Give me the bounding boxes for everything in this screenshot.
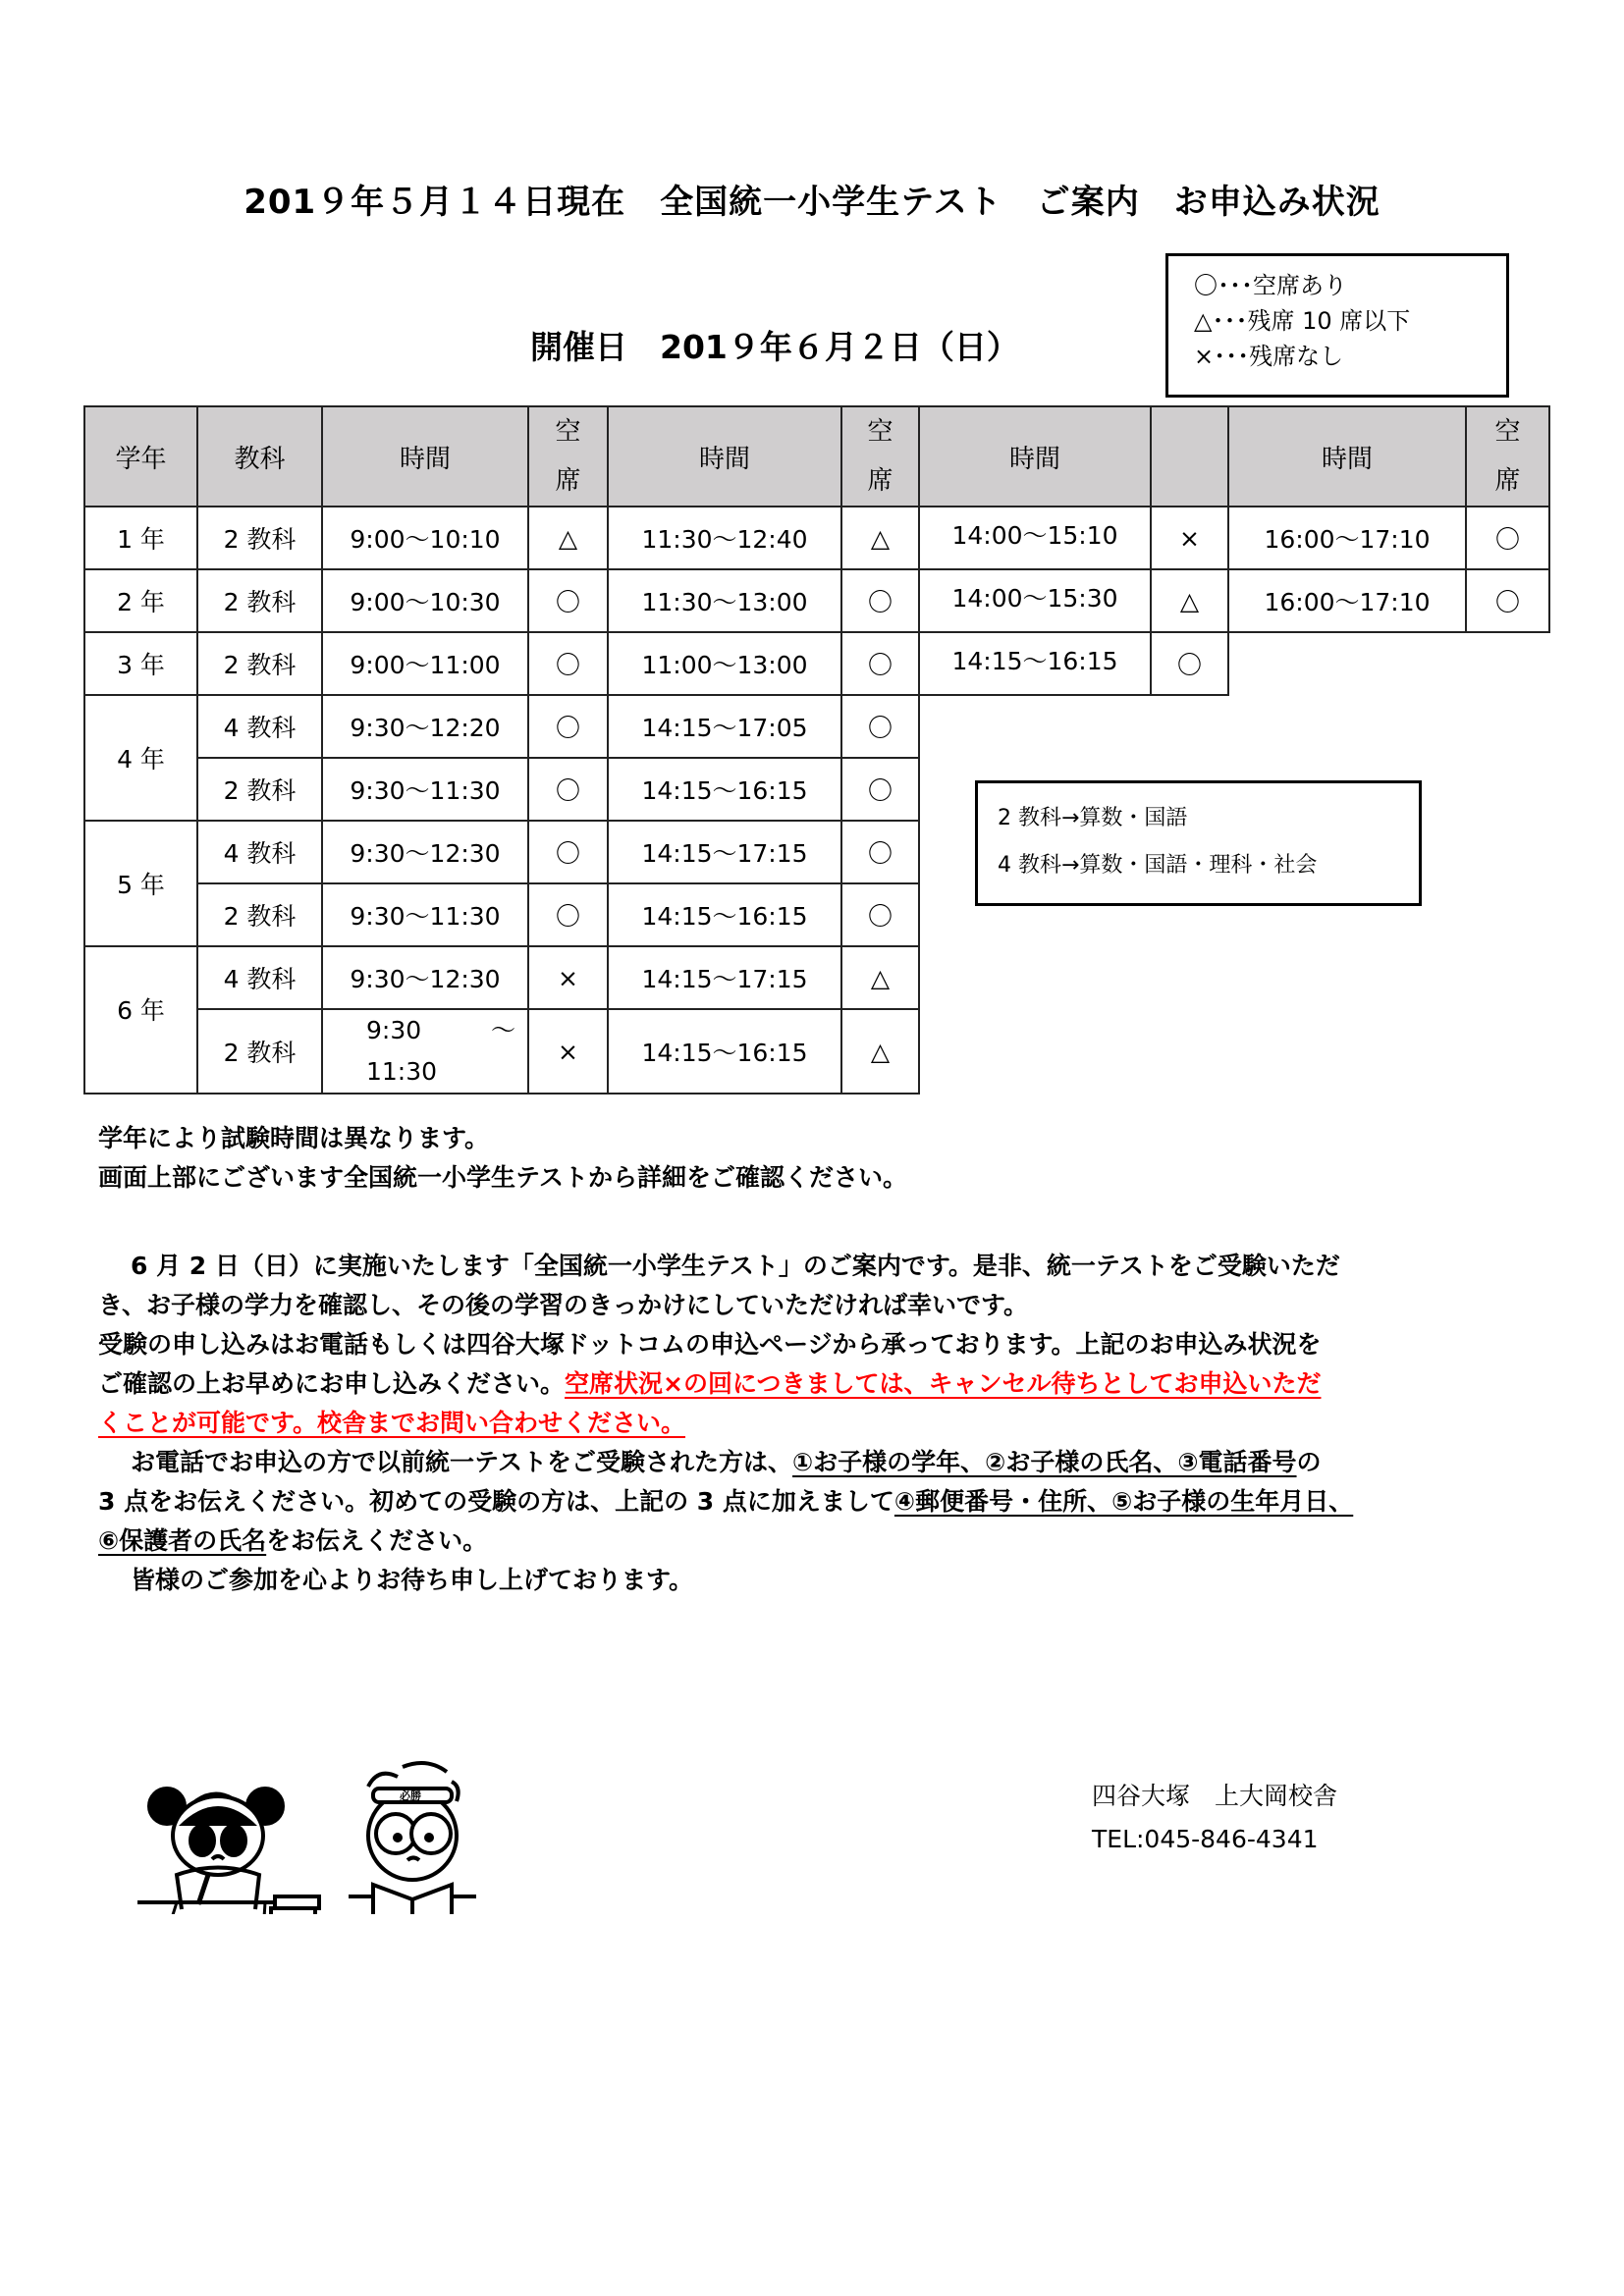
girl-writing-illustration [137, 1789, 319, 1914]
seat-status: △ [841, 946, 919, 1009]
header-seat-1: 空 席 [528, 406, 608, 507]
event-date: 開催日 201９年６月２日（日） [530, 328, 1019, 366]
schedule-table [83, 405, 1550, 1095]
header-time-4: 時間 [1228, 406, 1466, 507]
legend-few-seats: △･･･残席 10 席以下 [1194, 307, 1411, 335]
subject-cell: 2 教科 [197, 1009, 322, 1094]
table-row [84, 1009, 1549, 1094]
children-illustration [137, 1728, 569, 1914]
seat-status: 〇 [528, 758, 608, 821]
time-cell: 11:00～13:00 [608, 632, 841, 695]
paragraph-line: お電話でお申込の方で以前統一テストをご受験された方は、①お子様の学年、②お子様の氏名、③電話番号の [131, 1448, 1322, 1476]
time-cell: 9:30～11:30 [322, 758, 528, 821]
seat-status: 〇 [841, 821, 919, 883]
school-name: 四谷大塚 上大岡校舎 [1092, 1782, 1338, 1810]
paragraph-line: 6 月 2 日（日）に実施いたします「全国統一小学生テスト」のご案内です。是非、統一テストをご受験いただ [131, 1252, 1340, 1280]
time-cell: 14:15～16:15 [608, 1009, 841, 1094]
time-cell: 9:30～12:30 [322, 946, 528, 1009]
subject-cell: 2 教科 [197, 758, 322, 821]
time-cell: 16:00～17:10 [1228, 569, 1466, 632]
seat-status: △ [528, 507, 608, 569]
header-grade: 学年 [84, 406, 197, 507]
subject-cell: 4 教科 [197, 695, 322, 758]
time-cell: 11:30～13:00 [608, 569, 841, 632]
grade-cell: 3 年 [84, 632, 197, 695]
seat-status: 〇 [841, 632, 919, 695]
body-text [98, 1247, 1551, 1600]
subject-cell: 2 教科 [197, 883, 322, 946]
seat-status: 〇 [841, 569, 919, 632]
legend-full: ×･･･残席なし [1194, 343, 1344, 370]
time-cell: 14:00～15:30 [919, 569, 1151, 632]
waitlist-notice: くことが可能です。校舎までお問い合わせください。 [98, 1409, 686, 1437]
subject-note-box [975, 780, 1422, 906]
required-info: ⑥保護者の氏名 [98, 1526, 267, 1555]
subject-cell: 2 教科 [197, 632, 322, 695]
legend-box [1165, 253, 1509, 398]
seat-status: 〇 [528, 695, 608, 758]
seat-status: 〇 [528, 632, 608, 695]
grade-cell: 4 年 [84, 695, 197, 821]
seat-status: 〇 [841, 883, 919, 946]
paragraph-line: ご確認の上お早めにお申し込みください。空席状況×の回につきましては、キャンセル待ちとしてお申込いただ [98, 1369, 1322, 1398]
paragraph-line [98, 1404, 1551, 1443]
grade-cell: 5 年 [84, 821, 197, 946]
paragraph-line: 3 点をお伝えください。初めての受験の方は、上記の 3 点に加えまして④郵便番号・住所、⑤お子様の生年月日、 [98, 1487, 1354, 1516]
time-cell: 9:30～12:30 [322, 821, 528, 883]
time-cell: 9:30～11:30 [322, 883, 528, 946]
paragraph-line: ⑥保護者の氏名をお伝えください。 [98, 1526, 488, 1555]
subject-note-4: 4 教科→算数・国語・理科・社会 [998, 853, 1318, 878]
boy-reading-illustration [349, 1763, 476, 1914]
note-line: 学年により試験時間は異なります。 [98, 1124, 490, 1152]
paragraph-line: 皆様のご参加を心よりお待ち申し上げております。 [131, 1566, 694, 1594]
seat-status: 〇 [1151, 632, 1228, 695]
table-row [84, 695, 1549, 758]
subject-note-2: 2 教科→算数・国語 [998, 806, 1188, 830]
paragraph-line: き、お子様の学力を確認し、その後の学習のきっかけにしていただければ幸いです。 [98, 1291, 1029, 1319]
time-cell: 14:15～16:15 [608, 883, 841, 946]
header-seat-3-blank [1151, 406, 1228, 507]
school-phone: TEL:045-846-4341 [1092, 1825, 1319, 1853]
time-cell: 16:00～17:10 [1228, 507, 1466, 569]
time-cell: 14:15～17:05 [608, 695, 841, 758]
legend-available: 〇･･･空席あり [1194, 272, 1347, 299]
time-cell: 9:00～11:00 [322, 632, 528, 695]
seat-status: 〇 [841, 695, 919, 758]
time-cell: 11:30～12:40 [608, 507, 841, 569]
seat-status: 〇 [528, 569, 608, 632]
subject-cell: 4 教科 [197, 946, 322, 1009]
table-notes [98, 1119, 907, 1198]
waitlist-notice: 空席状況×の回につきましては、キャンセル待ちとしてお申込いただ [565, 1369, 1322, 1398]
seat-status: 〇 [1466, 569, 1549, 632]
time-cell: 14:15～17:15 [608, 821, 841, 883]
seat-status: × [528, 946, 608, 1009]
note-line: 画面上部にございます全国統一小学生テストから詳細をご確認ください。 [98, 1163, 908, 1192]
header-time-2: 時間 [608, 406, 841, 507]
paragraph-line: 受験の申し込みはお電話もしくは四谷大塚ドットコムの申込ページから承っております。上記のお申込み状況を [98, 1330, 1322, 1359]
header-seat-2: 空 席 [841, 406, 919, 507]
seat-status: 〇 [528, 821, 608, 883]
seat-status: 〇 [1466, 507, 1549, 569]
time-cell: ～ 9:30 11:30 [322, 1009, 528, 1094]
time-cell: 9:30～12:20 [322, 695, 528, 758]
time-cell: 14:15～16:15 [608, 758, 841, 821]
seat-status: 〇 [841, 758, 919, 821]
table-row [84, 569, 1549, 632]
school-contact [1092, 1775, 1337, 1861]
grade-cell: 6 年 [84, 946, 197, 1094]
seat-status: 〇 [528, 883, 608, 946]
subject-cell: 2 教科 [197, 569, 322, 632]
header-seat-4: 空 席 [1466, 406, 1549, 507]
seat-status: △ [1151, 569, 1228, 632]
subject-cell: 2 教科 [197, 507, 322, 569]
table-row [84, 507, 1549, 569]
header-time-3: 時間 [919, 406, 1151, 507]
time-cell: 14:15～17:15 [608, 946, 841, 1009]
header-subject: 教科 [197, 406, 322, 507]
time-cell: 9:00～10:30 [322, 569, 528, 632]
seat-status: × [1151, 507, 1228, 569]
required-info: ④郵便番号・住所、⑤お子様の生年月日、 [893, 1487, 1354, 1516]
svg-text:必勝: 必勝 [400, 1789, 421, 1802]
table-row [84, 632, 1549, 695]
time-cell: 14:15～16:15 [919, 632, 1151, 695]
subject-cell: 4 教科 [197, 821, 322, 883]
grade-cell: 2 年 [84, 569, 197, 632]
table-header-row [84, 406, 1549, 507]
page-title: 201９年５月１４日現在 全国統一小学生テスト ご案内 お申込み状況 [244, 183, 1380, 222]
seat-status: △ [841, 1009, 919, 1094]
required-info: ①お子様の学年、②お子様の氏名、③電話番号 [792, 1448, 1297, 1476]
grade-cell: 1 年 [84, 507, 197, 569]
seat-status: △ [841, 507, 919, 569]
table-row [84, 946, 1549, 1009]
seat-status: × [528, 1009, 608, 1094]
time-cell: 9:00～10:10 [322, 507, 528, 569]
time-cell: 14:00～15:10 [919, 507, 1151, 569]
header-time-1: 時間 [322, 406, 528, 507]
